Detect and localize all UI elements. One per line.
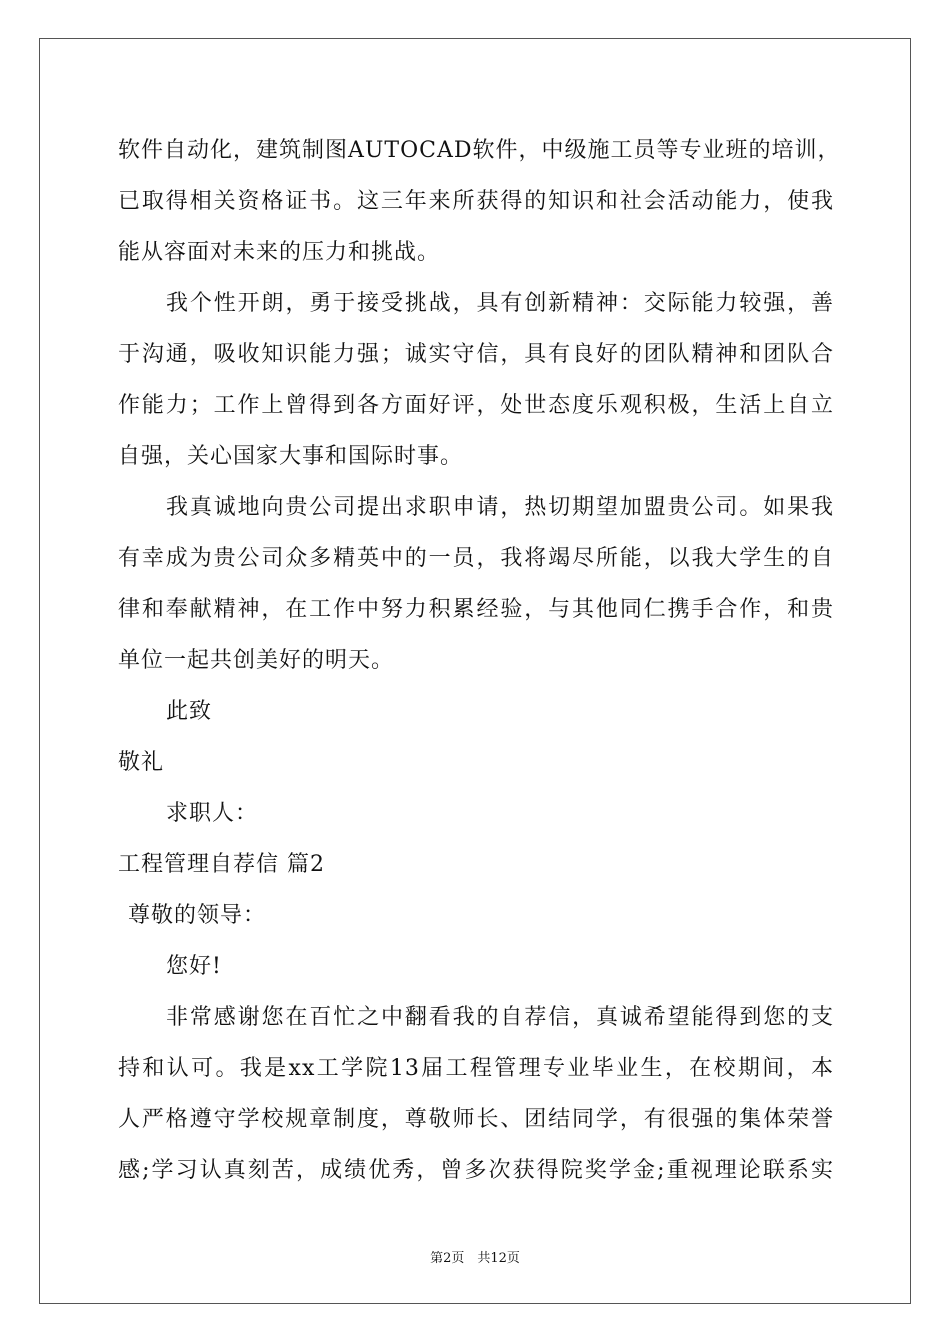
- text-line: 能从容面对未来的压力和挑战。: [118, 240, 441, 265]
- text-line: 作能力；工作上曾得到各方面好评，处世态度乐观积极，生活上自立: [118, 393, 834, 418]
- closing-jingli: 敬礼: [118, 750, 165, 775]
- paragraph-2: [118, 278, 834, 482]
- text-line: 感;学习认真刻苦，成绩优秀，曾多次获得院奖学金;重视理论联系实: [118, 1158, 834, 1183]
- text-line: 自强，关心国家大事和国际时事。: [118, 444, 464, 469]
- page-footer: 第2页 共12页: [430, 1251, 520, 1266]
- text-line: 人严格遵守学校规章制度，尊敬师长、团结同学，有很强的集体荣誉: [118, 1107, 834, 1132]
- paragraph-1: [118, 125, 841, 278]
- greeting: 您好!: [166, 954, 222, 979]
- text-line: 于沟通，吸收知识能力强；诚实守信，具有良好的团队精神和团队合: [118, 342, 834, 367]
- paragraph-4: [118, 992, 834, 1196]
- text-line: 我真诚地向贵公司提出求职申请，热切期望加盟贵公司。如果我: [166, 495, 834, 520]
- document-body: [118, 125, 841, 1196]
- text-line: 软件自动化，建筑制图AUTOCAD软件，中级施工员等专业班的培训，: [118, 138, 841, 163]
- text-line: 已取得相关资格证书。这三年来所获得的知识和社会活动能力，使我: [118, 189, 834, 214]
- salutation: 尊敬的领导：: [128, 903, 267, 928]
- text-line: 我个性开朗，勇于接受挑战，具有创新精神：交际能力较强，善: [166, 291, 834, 316]
- paragraph-3: [118, 482, 834, 686]
- text-line: 有幸成为贵公司众多精英中的一员，我将竭尽所能，以我大学生的自: [118, 546, 834, 571]
- closing-cizhi: 此致: [166, 699, 213, 724]
- text-line: 非常感谢您在百忙之中翻看我的自荐信，真诚希望能得到您的支: [166, 1005, 834, 1030]
- section-title: 工程管理自荐信 篇2: [118, 852, 325, 877]
- text-line: 律和奉献精神，在工作中努力积累经验，与其他同仁携手合作，和贵: [118, 597, 834, 622]
- applicant-label: 求职人：: [166, 801, 259, 826]
- text-line: 单位一起共创美好的明天。: [118, 648, 395, 673]
- text-line: 持和认可。我是xx工学院13届工程管理专业毕业生，在校期间，本: [118, 1056, 834, 1081]
